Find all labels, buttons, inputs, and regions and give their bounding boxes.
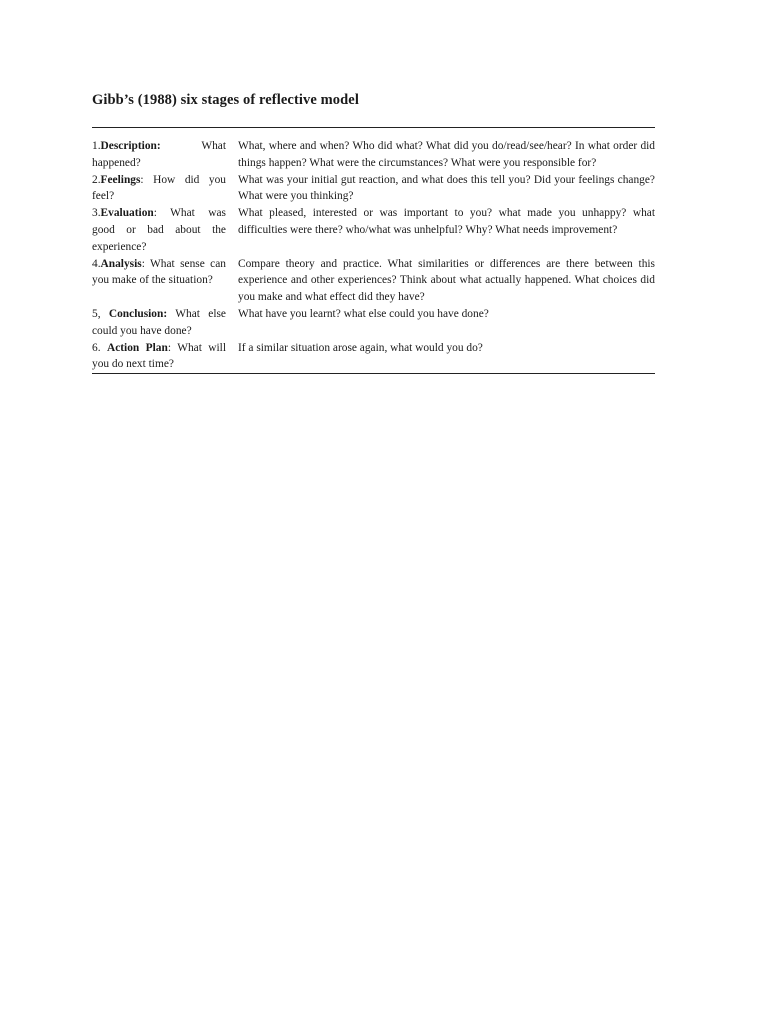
questions-cell: If a similar situation arose again, what would you do? xyxy=(238,341,483,354)
stage-name: Feelings xyxy=(100,173,141,186)
questions-cell: What have you learnt? what else could you have done? xyxy=(238,307,489,320)
table-row xyxy=(92,205,655,255)
questions-cell: What, where and when? Who did what? What did you do/read/see/hear? In what order did things happen? What were the circumstances? What were you responsible for? xyxy=(238,140,655,169)
stage-cell xyxy=(92,306,238,340)
stage-cell xyxy=(92,340,238,374)
questions-cell: What was your initial gut reaction, and what does this tell you? Did your feelings change? What were you thinking? xyxy=(238,173,655,203)
stage-number: 5, xyxy=(92,307,109,320)
questions-cell: What pleased, interested or was important to you? what made you unhappy? what difficulties were there? who/what was unhelpful? Why? What needs improvement? xyxy=(238,207,655,236)
stage-number: 3. xyxy=(92,207,101,220)
stage-number: 6. xyxy=(92,341,107,354)
stage-cell xyxy=(92,128,238,172)
table-row xyxy=(92,256,655,306)
table-row xyxy=(92,306,655,340)
stage-cell xyxy=(92,172,238,206)
stage-prompt: What happened? xyxy=(92,140,226,169)
stage-cell xyxy=(92,205,238,255)
stage-number: 4. xyxy=(92,257,101,270)
stage-name: Evaluation xyxy=(100,207,154,220)
questions-cell: Compare theory and practice. What similarities or differences are there between this experience and other experiences? Think about what actually happened. What choices did you make and what effect did they have? xyxy=(238,257,655,304)
stage-number: 1. xyxy=(92,140,101,152)
stage-prompt: : What will you do next time? xyxy=(92,341,226,371)
reflective-model-table xyxy=(92,127,655,374)
stage-name: Analysis xyxy=(100,257,142,270)
stage-number: 2. xyxy=(92,173,101,186)
stage-prompt: : What was good or bad about the experience? xyxy=(92,207,226,253)
stage-prompt: What else could you have done? xyxy=(92,307,226,337)
page-title: Gibb’s (1988) six stages of reflective model xyxy=(92,92,359,108)
stage-name: Description: xyxy=(100,140,161,152)
table-row xyxy=(92,128,655,172)
table-row xyxy=(92,340,655,374)
stage-prompt: : What sense can you make of the situation? xyxy=(92,257,226,287)
stage-cell xyxy=(92,256,238,306)
stage-name: Action Plan xyxy=(106,341,168,354)
table-row xyxy=(92,172,655,206)
stage-prompt: : How did you feel? xyxy=(92,173,226,203)
stage-name: Conclusion: xyxy=(108,307,168,320)
